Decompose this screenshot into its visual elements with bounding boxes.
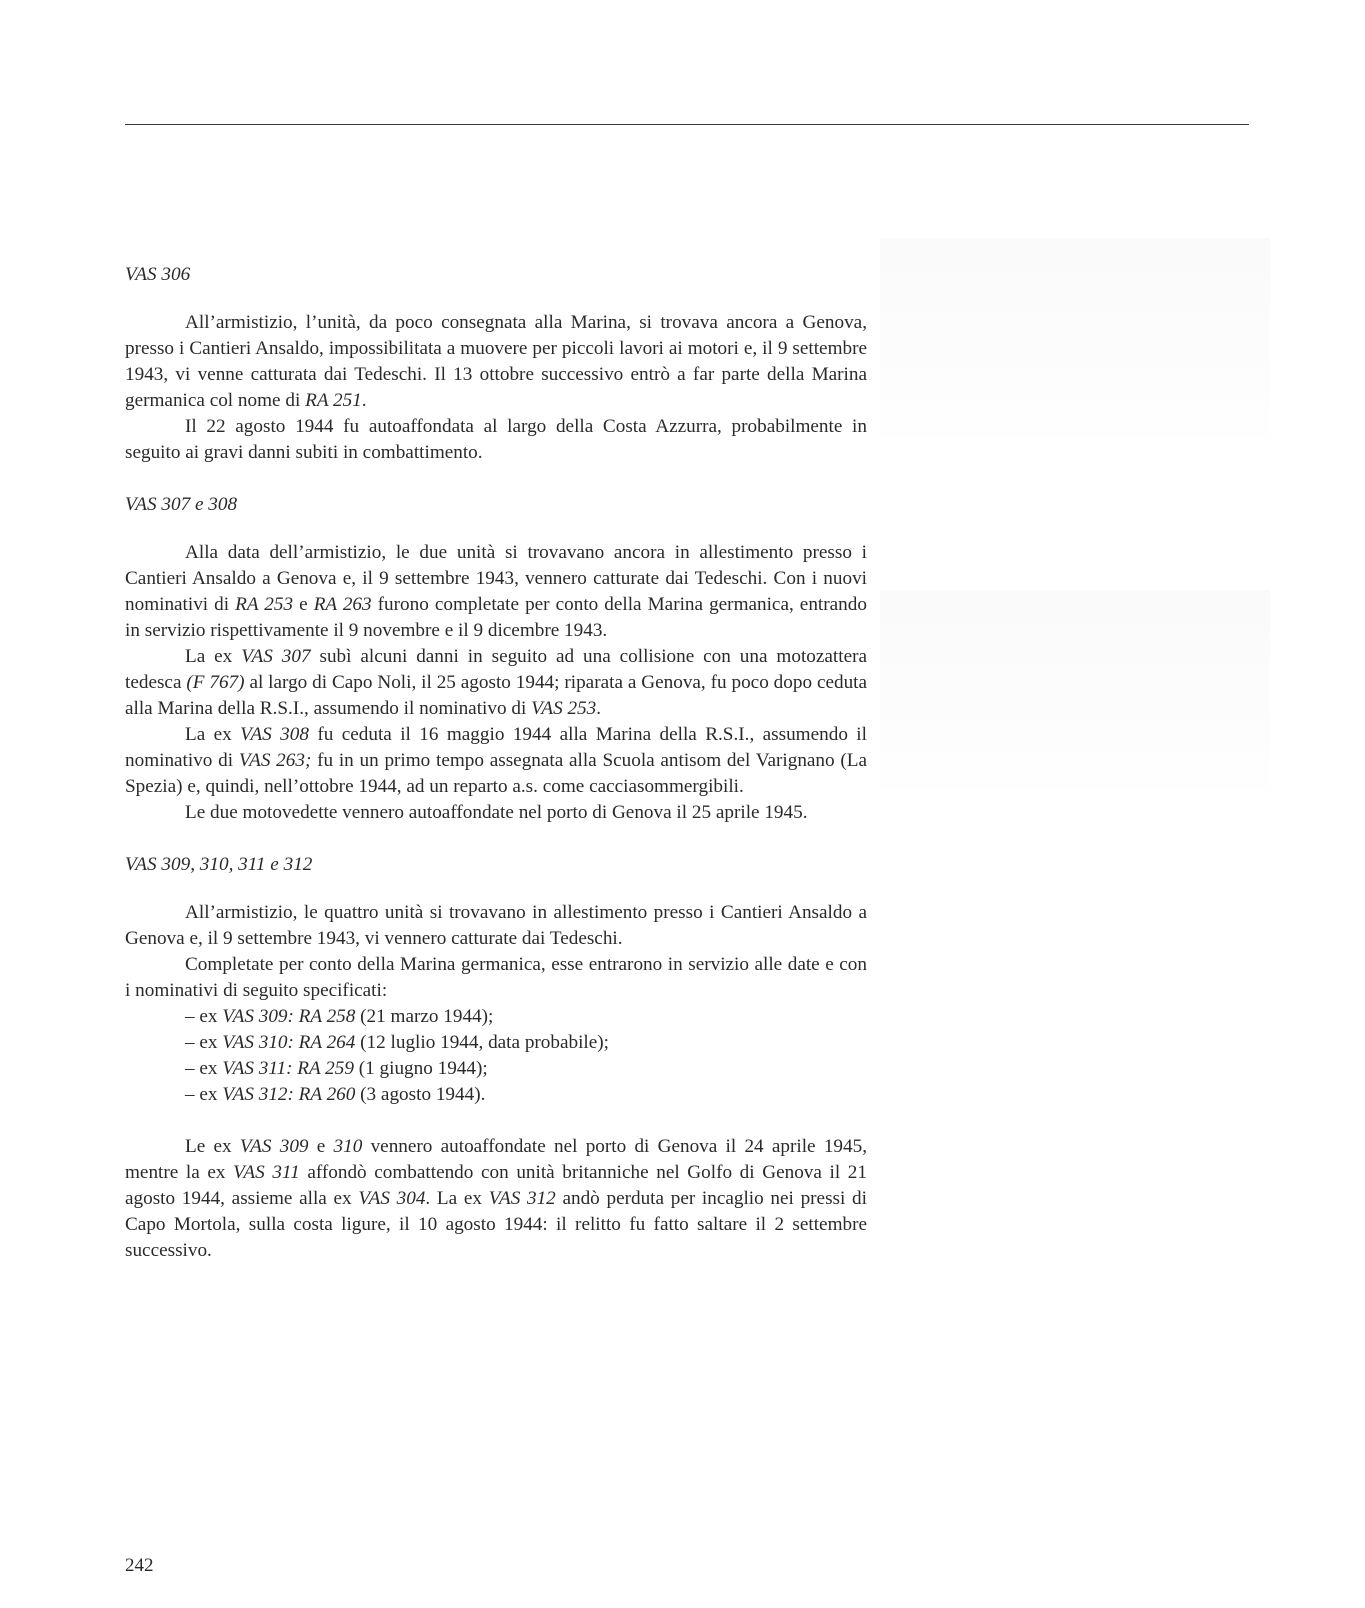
- paragraph: Alla data dell’armistizio, le due unità si trovavano ancora in allestimento presso i Cantieri Ansaldo a Genova e, il 9 settembre 1943, vennero catturate dai Tedeschi. Con i nuovi nominativi di RA 253 e RA 263 furono completate per conto della Marina germanica, entrando in servizio rispettivamente il 9 novembre e il 9 dicembre 1943.: [125, 542, 867, 641]
- header-rule: [125, 124, 1249, 125]
- italic-run: VAS 312: [488, 1188, 556, 1209]
- page-number: 242: [125, 1555, 154, 1576]
- paragraph: Le ex VAS 309 e 310 vennero autoaffondate nel porto di Genova il 24 aprile 1945, mentre la ex VAS 311 affondò combattendo con unità britanniche nel Golfo di Genova il 21 agosto 1944, assieme alla ex VAS 304. La ex VAS 312 andò perduta per incaglio nei pressi di Capo Mortola, sulla costa ligure, il 10 agosto 1944: il relitto fu fatto saltare il 2 settembre successivo.: [125, 1136, 867, 1261]
- italic-run: 310: [333, 1136, 363, 1157]
- list-item: – ex VAS 311: RA 259 (1 giugno 1944);: [185, 1058, 488, 1079]
- italic-run: RA 253: [235, 594, 294, 615]
- italic-run: VAS 311: [233, 1162, 300, 1183]
- bleed-through-shade: [880, 590, 1270, 790]
- italic-run: RA 251: [305, 390, 362, 411]
- spacer: [125, 1108, 867, 1134]
- paragraph: Completate per conto della Marina germanica, esse entrarono in servizio alle date e con i nominativi di seguito specificati:: [125, 954, 867, 1001]
- italic-run: VAS 304: [358, 1188, 426, 1209]
- paragraph: La ex VAS 307 subì alcuni danni in seguito ad una collisione con una motozattera tedesca (F 767) al largo di Capo Noli, il 25 agosto 1944; riparata a Genova, fu poco dopo ceduta alla Marina della R.S.I., assumendo il nominativo di VAS 253.: [125, 646, 868, 719]
- italic-run: VAS 312: RA 260: [222, 1084, 356, 1105]
- list-item: – ex VAS 312: RA 260 (3 agosto 1944).: [185, 1084, 486, 1105]
- section-title: VAS 306: [125, 264, 191, 285]
- paragraph: La ex VAS 308 fu ceduta il 16 maggio 1944 alla Marina della R.S.I., assumendo il nominativo di VAS 263; fu in un primo tempo assegnata alla Scuola antisom del Varignano (La Spezia) e, quindi, nell’ottobre 1944, ad un reparto a.s. come cacciasommergibili.: [125, 724, 867, 797]
- section-vas-306: [125, 262, 867, 466]
- section-title: VAS 309, 310, 311 e 312: [125, 854, 313, 875]
- text-column: [125, 262, 867, 1290]
- italic-run: VAS 310: RA 264: [222, 1032, 356, 1053]
- italic-run: VAS 253: [531, 698, 597, 719]
- italic-run: (F 767): [186, 672, 245, 693]
- commission-list: [125, 1004, 867, 1108]
- italic-run: VAS 309: [239, 1136, 309, 1157]
- italic-run: VAS 308: [240, 724, 309, 745]
- italic-run: VAS 307: [241, 646, 311, 667]
- section-vas-309-312: [125, 852, 867, 1264]
- bleed-through-shade: [880, 238, 1270, 438]
- italic-run: VAS 311: RA 259: [222, 1058, 354, 1079]
- italic-run: VAS 263;: [238, 750, 312, 771]
- list-item: – ex VAS 310: RA 264 (12 luglio 1944, data probabile);: [185, 1032, 610, 1053]
- italic-run: RA 263: [313, 594, 372, 615]
- list-item: – ex VAS 309: RA 258 (21 marzo 1944);: [185, 1006, 494, 1027]
- paragraph: Le due motovedette vennero autoaffondate nel porto di Genova il 25 aprile 1945.: [185, 802, 808, 823]
- italic-run: VAS 309: RA 258: [222, 1006, 356, 1027]
- paragraph: Il 22 agosto 1944 fu autoaffondata al largo della Costa Azzurra, probabilmente in seguito ai gravi danni subiti in combattimento.: [125, 416, 867, 463]
- section-vas-307-308: [125, 492, 867, 826]
- paragraph: All’armistizio, le quattro unità si trovavano in allestimento presso i Cantieri Ansaldo a Genova e, il 9 settembre 1943, vi vennero catturate dai Tedeschi.: [125, 902, 867, 949]
- paragraph: All’armistizio, l’unità, da poco consegnata alla Marina, si trovava ancora a Genova, presso i Cantieri Ansaldo, impossibilitata a muovere per piccoli lavori ai motori e, il 9 settembre 1943, vi venne catturata dai Tedeschi. Il 13 ottobre successivo entrò a far parte della Marina germanica col nome di RA 251.: [125, 312, 867, 411]
- section-title: VAS 307 e 308: [125, 494, 238, 515]
